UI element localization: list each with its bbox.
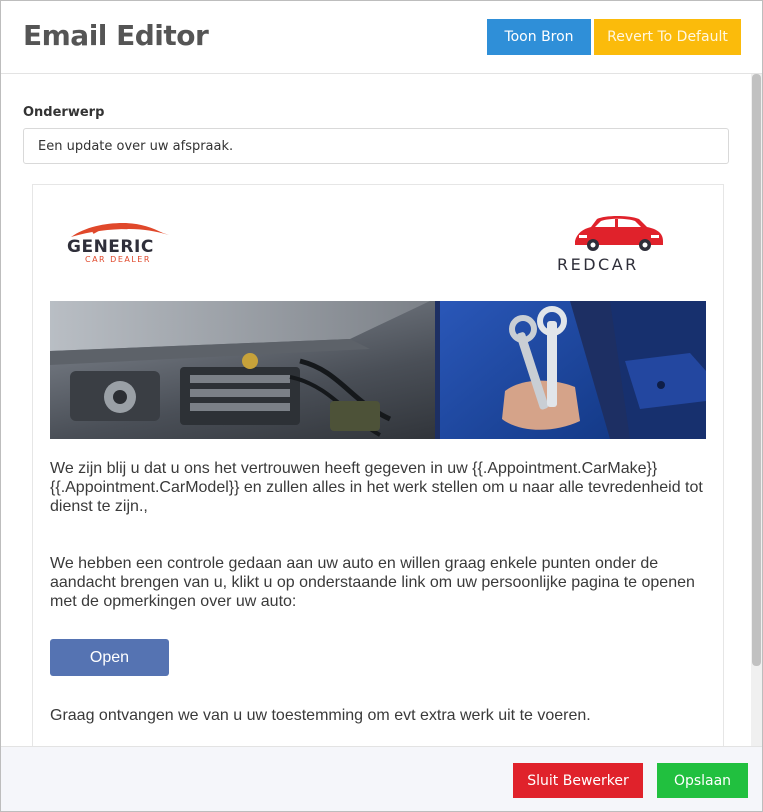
email-preview[interactable]	[32, 184, 724, 746]
show-source-button[interactable]: Toon Bron	[487, 19, 591, 55]
subject-label: Onderwerp	[23, 105, 105, 120]
email-paragraph-intro: We zijn blij u dat u ons het vertrouwen heeft gegeven in uw {{.Appointment.CarMake}} {{.Appointment.CarModel}} en zullen alles in het werk stellen om u naar alle tevredenheid tot dienst te zijn.,	[50, 460, 703, 515]
email-paragraph-check: We hebben een controle gedaan aan uw auto en willen graag enkele punten onder de aandacht brengen van u, klikt u op onderstaande link om uw persoonlijke pagina te openen met de opmerkingen over uw auto:	[50, 555, 695, 610]
open-personal-page-button[interactable]: Open	[50, 639, 169, 676]
mechanic-banner-image	[50, 301, 706, 439]
subject-input[interactable]	[23, 128, 729, 164]
redcar-logo	[553, 211, 683, 273]
svg-text:CAR DEALER: CAR DEALER	[85, 255, 151, 264]
generic-car-dealer-logo	[65, 221, 175, 265]
vertical-scrollbar[interactable]	[751, 74, 762, 746]
modal-body[interactable]	[1, 74, 751, 746]
modal-header	[1, 1, 762, 74]
svg-text:REDCAR: REDCAR	[557, 255, 639, 273]
email-paragraph-consent: Graag ontvangen we van u uw toestemming om evt extra werk uit te voeren.	[50, 707, 591, 724]
svg-text:GENERIC: GENERIC	[67, 237, 154, 257]
page-title: Email Editor	[23, 19, 209, 52]
save-button[interactable]: Opslaan	[657, 763, 748, 798]
scrollbar-thumb[interactable]	[752, 74, 761, 666]
modal-footer	[1, 746, 762, 812]
revert-to-default-button[interactable]: Revert To Default	[594, 19, 741, 55]
close-editor-button[interactable]: Sluit Bewerker	[513, 763, 643, 798]
